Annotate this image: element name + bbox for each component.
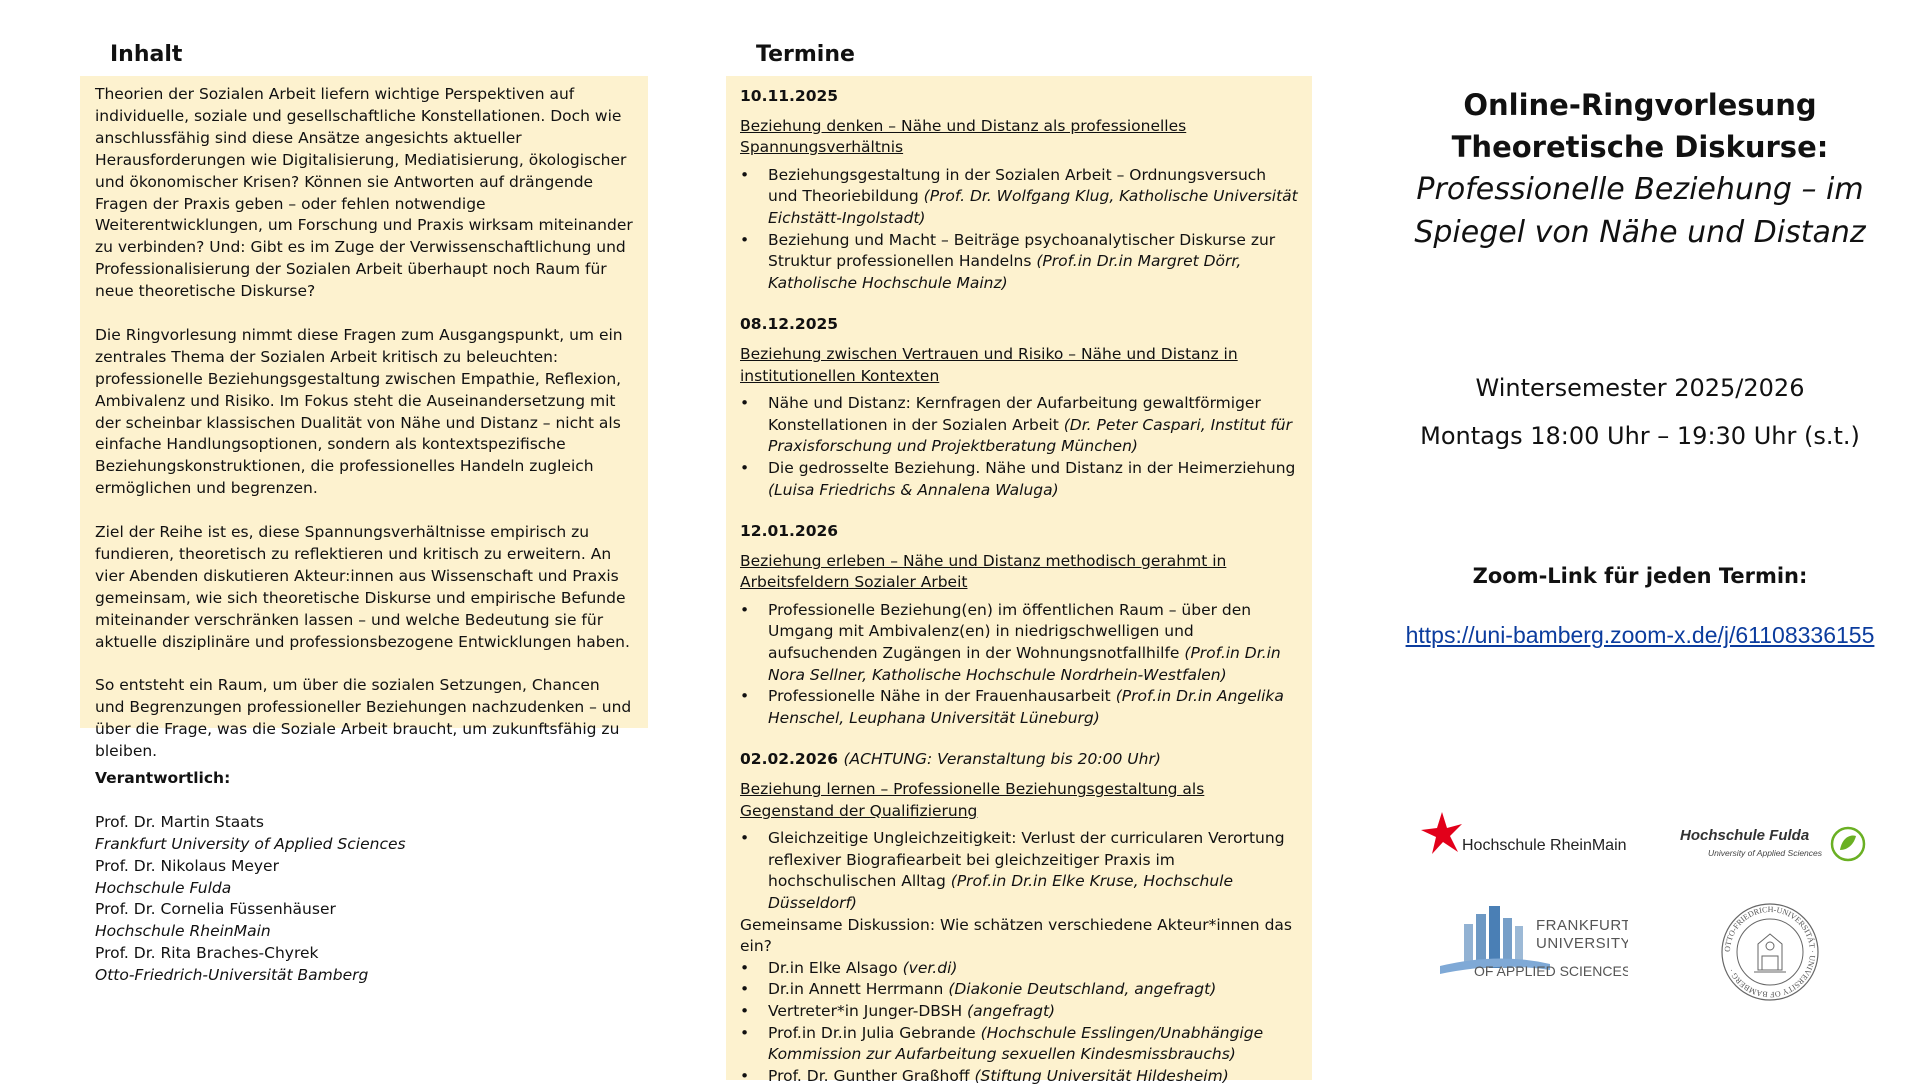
semester-text: Wintersemester 2025/2026 <box>1475 374 1805 402</box>
panel-item: • Prof. Dr. Gunther Graßhoff (Stiftung Universität Hildesheim) <box>740 1066 1300 1087</box>
person-name: Prof. Dr. Cornelia Füssenhäuser <box>95 900 336 919</box>
termin-date-note: (ACHTUNG: Veranstaltung bis 20:00 Uhr) <box>843 750 1161 769</box>
discussion-text: Gemeinsame Diskussion: Wie schätzen verschiedene Akteur*innen das ein? <box>740 915 1292 956</box>
termin-talk-list <box>740 165 1300 295</box>
rheinmain-star-icon <box>1420 810 1650 860</box>
time-text: Montags 18:00 Uhr – 19:30 Uhr (s.t.) <box>1420 422 1860 450</box>
termine-box <box>726 76 1312 1085</box>
logo-hochschule-fulda <box>1678 824 1868 872</box>
inhalt-paragraph-1: Theorien der Sozialen Arbeit liefern wichtige Perspektiven auf individuelle, soziale und gesellschaftliche Konstellationen. Doch wie anschlussfähig sind diese Ansätze angesichts aktueller Herausforderungen wie Digitalisierung, Mediatisierung, ökologischer und ökonomischer Krisen? Können sie Antworten auf drängende Fragen der Praxis geben – oder fehlen notwendige Weiterentwicklungen, um Forschung und Praxis wirksam miteinander zu verbinden? Und: Gibt es im Zuge der Verwissenschaftlichung und Professionalisierung der Sozialen Arbeit überhaupt noch Raum für neue theoretische Diskurse? <box>95 85 633 301</box>
event-subtitle: Professionelle Beziehung – im Spiegel von Nähe und Distanz <box>1414 172 1866 250</box>
logo-hochschule-rheinmain <box>1420 810 1650 864</box>
termine-heading: Termine <box>756 42 855 67</box>
talk-item: • Die gedrosselte Beziehung. Nähe und Distanz in der Heimerziehung (Luisa Friedrichs & Annalena Waluga) <box>740 458 1300 501</box>
termin-title: Beziehung zwischen Vertrauen und Risiko – Nähe und Distanz in institutionellen Kontexten <box>740 344 1238 385</box>
person-name: Prof. Dr. Nikolaus Meyer <box>95 856 279 875</box>
termin-talk-list <box>740 828 1300 914</box>
verantwortlich-heading: Verantwortlich: <box>95 769 231 787</box>
termin-date: 08.12.2025 <box>740 315 839 334</box>
person-org: Hochschule RheinMain <box>95 922 271 941</box>
panel-item: • Dr.in Annett Herrmann (Diakonie Deutschland, angefragt) <box>740 979 1300 1001</box>
person-org: Otto-Friedrich-Universität Bamberg <box>95 966 369 985</box>
person-name: Prof. Dr. Rita Braches-Chyrek <box>95 944 319 963</box>
rheinmain-logo-text: Hochschule RheinMain <box>1462 837 1627 854</box>
semester-block <box>1380 364 1900 460</box>
inhalt-paragraph-3: Ziel der Reihe ist es, diese Spannungsverhältnisse empirisch zu fundieren, theoretisch zu reflektieren und kritisch zu erweitern. An vier Abenden diskutieren Akteur:innen aus Wissenschaft und Praxis gemeinsam, wie sich theoretische Diskurse und empirische Befunde miteinander verschränken lassen – und welche Bedeutung sie für aktuelle disziplinäre und professionsbezogene Entwicklungen haben. <box>95 523 630 651</box>
fulda-logo-subtext: University of Applied Sciences <box>1708 848 1823 858</box>
person-name: Prof. Dr. Martin Staats <box>95 812 264 831</box>
inhalt-paragraph-4: So entsteht ein Raum, um über die sozialen Setzungen, Chancen und Begrenzungen professioneller Beziehungen nachzudenken – und über die Frage, was die Soziale Arbeit braucht, um zukunftsfähig zu bleiben. <box>95 676 632 761</box>
talk-item: • Professionelle Nähe in der Frauenhausarbeit (Prof.in Dr.in Angelika Henschel, Leuphana Universität Lüneburg) <box>740 686 1300 729</box>
talk-item: • Beziehungsgestaltung in der Sozialen Arbeit – Ordnungsversuch und Theoriebildung (Prof. Dr. Wolfgang Klug, Katholische Universität Eichstätt-Ingolstadt) <box>740 165 1300 230</box>
termin-date: 02.02.2026 <box>740 750 839 769</box>
inhalt-box <box>80 76 648 761</box>
verantwortlich-section <box>95 768 406 987</box>
event-title-line1: Online-Ringvorlesung <box>1463 88 1817 122</box>
inhalt-paragraph-2: Die Ringvorlesung nimmt diese Fragen zum Ausgangspunkt, um ein zentrales Thema der Sozialen Arbeit kritisch zu beleuchten: professionelle Beziehungsgestaltung zwischen Empathie, Reflexion, Ambivalenz und Risiko. Im Fokus steht die Auseinandersetzung mit der scheinbar klassischen Dualität von Nähe und Distanz – nicht als einfache Handlungsoptionen, sondern als kontextspezifische Beziehungskonstruktionen, die professionelles Handeln zugleich ermöglichen und begrenzen. <box>95 325 623 498</box>
termin-title: Beziehung denken – Nähe und Distanz als professionelles Spannungsverhältnis <box>740 116 1187 157</box>
termin-talk-list <box>740 393 1300 501</box>
panel-list <box>740 958 1300 1087</box>
termin-title: Beziehung lernen – Professionelle Beziehungsgestaltung als Gegenstand der Qualifizierung <box>740 780 1205 820</box>
termin-date: 12.01.2026 <box>740 522 839 541</box>
person-org: Frankfurt University of Applied Sciences <box>95 834 406 853</box>
inhalt-heading: Inhalt <box>110 42 183 67</box>
event-title-block <box>1380 84 1900 254</box>
termin-title: Beziehung erleben – Nähe und Distanz methodisch gerahmt in Arbeitsfeldern Sozialer Arbeit <box>740 551 1227 592</box>
zoom-label: Zoom-Link für jeden Termin: <box>1472 564 1808 588</box>
frankfurt-logo-line2: UNIVERSITY <box>1536 935 1628 952</box>
frankfurt-logo-line1: FRANKFURT <box>1536 917 1628 934</box>
logo-frankfurt-uas <box>1438 904 1628 988</box>
bamberg-seal-text: OTTO-FRIEDRICH-UNIVERSITÄT · UNIVERSITY OF BAMBERG · <box>1722 904 1818 1000</box>
talk-item: • Gleichzeitige Ungleichzeitigkeit: Verlust der curricularen Verortung reflexiver Biografiearbeit bei gleichzeitiger Praxis im hochschulischen Alltag (Prof.in Dr.in Elke Kruse, Hochschule Düsseldorf) <box>740 828 1300 914</box>
logo-university-bamberg <box>1718 900 1822 1008</box>
termin-talk-list <box>740 600 1300 730</box>
person-org: Hochschule Fulda <box>95 878 232 897</box>
panel-item: • Dr.in Elke Alsago (ver.di) <box>740 958 1300 980</box>
termin-date: 10.11.2025 <box>740 87 839 105</box>
panel-item: • Prof.in Dr.in Julia Gebrande (Hochschule Esslingen/Unabhängige Kommission zur Aufarbeitung sexuellen Kindesmissbrauchs) <box>740 1023 1300 1066</box>
event-title-line2: Theoretische Diskurse: <box>1451 130 1829 164</box>
fulda-logo-text: Hochschule Fulda <box>1680 827 1810 844</box>
fulda-leaf-icon <box>1832 828 1864 860</box>
panel-item: • Vertreter*in Junger-DBSH (angefragt) <box>740 1001 1300 1023</box>
termin-date-row <box>740 749 1300 771</box>
talk-item: • Professionelle Beziehung(en) im öffentlichen Raum – über den Umgang mit Ambivalenz(en) in niedrigschwelligen und aufsuchenden Zugängen in der Wohnungsnotfallhilfe (Prof.in Dr.in Nora Sellner, Katholische Hochschule Nordrhein-Westfalen) <box>740 600 1300 686</box>
zoom-link[interactable]: https://uni-bamberg.zoom-x.de/j/61108336155 <box>1405 622 1875 648</box>
talk-item: • Nähe und Distanz: Kernfragen der Aufarbeitung gewaltförmiger Konstellationen in der Sozialen Arbeit (Dr. Peter Caspari, Institut für Praxisforschung und Projektberatung München) <box>740 393 1300 458</box>
bamberg-seal-icon <box>1718 900 1822 1004</box>
frankfurt-logo-line3: OF APPLIED SCIENCES <box>1474 963 1628 979</box>
talk-item: • Beziehung und Macht – Beiträge psychoanalytischer Diskurse zur Struktur professionellen Handelns (Prof.in Dr.in Margret Dörr, Katholische Hochschule Mainz) <box>740 230 1300 295</box>
